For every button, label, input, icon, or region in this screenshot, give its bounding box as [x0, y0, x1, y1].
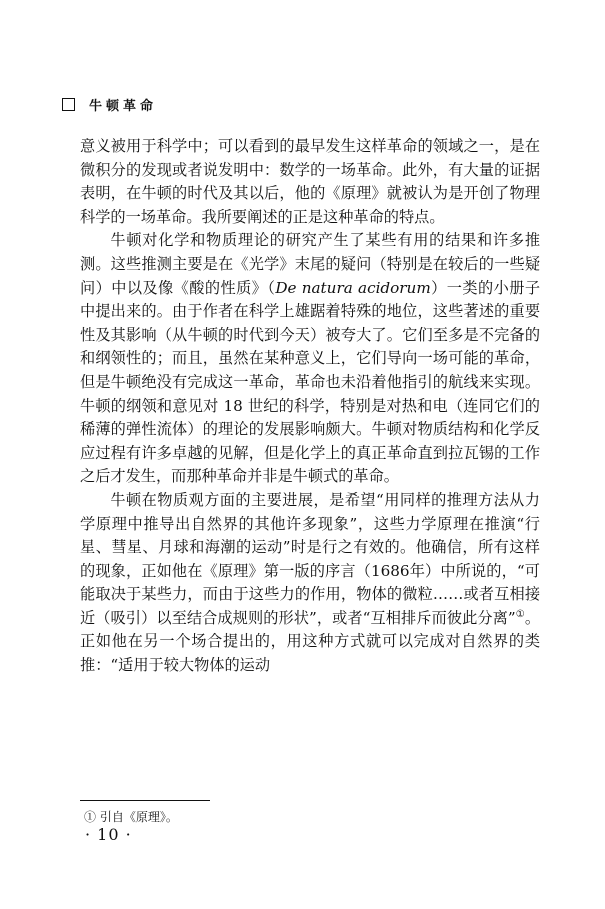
footnote-marker: ① [84, 810, 97, 824]
body-text [80, 135, 540, 678]
footnote-reference[interactable]: ① [515, 608, 525, 620]
paragraph-3-text-b: 。正如他在另一个场合提出的，用这种方式就可以完成对自然界的类推：“适用于较大物体的运动 [80, 608, 541, 675]
paragraph-1: 意义被用于科学中；可以看到的最早发生这样革命的领域之一，是在微积分的发现或者说发明中：数学的一场革命。此外，有大量的证据表明，在牛顿的时代及其以后，他的《原理》就被认为是开创了物理科学的一场革命。我所要阐述的正是这种革命的特点。 [80, 137, 540, 226]
paragraph-2-text-b: ）一类的小册子中提出来的。由于作者在科学上雄踞着特殊的地位，这些著述的重要性及其影响（从牛顿的时代到今天）被夸大了。它们至多是不完备的和纲领性的；而且，虽然在某种意义上，它们导向一场可能的革命，但是牛顿绝没有完成这一革命，革命也未沿着他指引的航线来实现。牛顿的纲领和意见对 18 世纪的科学，特别是对热和电（连同它们的稀薄的弹性流体）的理论的发展影响颇大。牛顿对物质结构和化学反应过程有许多卓越的见解，但是化学上的真正革命直到拉瓦锡的工作之后才发生，而那种革命并非是牛顿式的革命。 [80, 278, 541, 486]
paragraph-3 [80, 489, 540, 678]
paragraph-3-text-a: 牛顿在物质观方面的主要进展，是希望“用同样的推理方法从力学原理中推导出自然界的其他许多现象”，这些力学原理在推演“行星、彗星、月球和海潮的运动”时是行之有效的。他确信，所有这样的现象，正如他在《原理》第一版的序言（1686年）中所说的，“可能取决于某些力，而由于这些力的作用，物体的微粒……或者互相接近（吸引）以至结合成规则的形状”，或者“互相排斥而彼此分离” [80, 490, 540, 627]
footnote-text: 引自《原理》。 [99, 810, 178, 824]
footnote [84, 808, 178, 825]
page-number: · 10 · [85, 825, 132, 844]
paragraph-2-text-a: 牛顿对化学和物质理论的研究产生了某些有用的结果和许多推测。这些推测主要是在《光学》末尾的疑问（特别是在较后的一些疑问）中以及像《酸的性质》（ [80, 231, 540, 297]
running-title: 牛顿革命 [89, 99, 158, 114]
footnote-divider [80, 800, 210, 801]
running-header [62, 95, 157, 114]
header-square-icon [62, 98, 75, 111]
paragraph-2 [80, 229, 540, 489]
latin-title: De natura acidorum [275, 278, 431, 297]
